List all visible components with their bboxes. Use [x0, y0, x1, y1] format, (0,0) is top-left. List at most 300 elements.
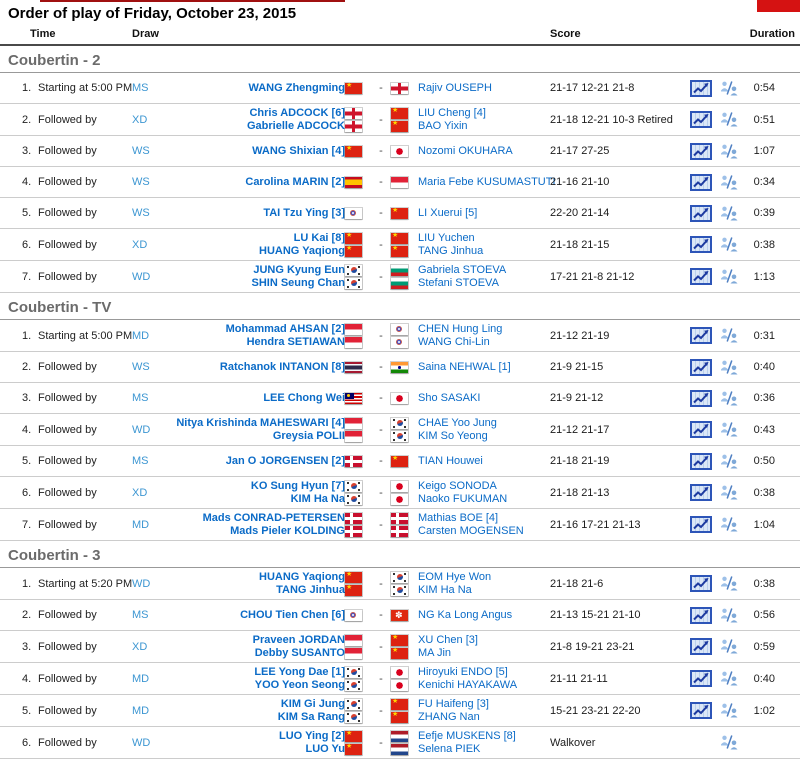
match-score: 21-12 21-19	[550, 329, 610, 342]
match-row	[0, 320, 800, 352]
player-name-link[interactable]: Carsten MOGENSEN	[418, 524, 524, 537]
chart-icon	[690, 484, 712, 501]
sections	[0, 46, 800, 759]
draw-code: MD	[132, 329, 150, 342]
match-number: 3.	[22, 640, 32, 653]
team2-flags	[391, 667, 418, 691]
match-number: 3.	[22, 145, 32, 157]
team1-flags	[345, 513, 371, 537]
head-to-head-link[interactable]	[720, 608, 739, 623]
player-name-link[interactable]: Stefani STOEVA	[418, 276, 499, 289]
player-name-link[interactable]: HUANG Yaqiong	[259, 570, 345, 583]
match-duration: 0:43	[753, 423, 775, 436]
match-statistics-link[interactable]	[690, 670, 712, 687]
team2-names	[418, 107, 550, 133]
draw-code: WD	[132, 736, 151, 749]
player-name-link[interactable]: Maria Febe KUSUMASTUTI	[418, 175, 556, 188]
player-name-link[interactable]: Sho SASAKI	[418, 391, 481, 404]
player-name-link[interactable]: KIM Ha Na	[418, 583, 472, 596]
flag-kor-icon	[345, 712, 362, 723]
section-rows	[0, 320, 800, 541]
player-name-link[interactable]: KO Sung Hyun [7]	[250, 479, 345, 492]
team1-flags	[345, 699, 371, 723]
head-to-head-link[interactable]	[720, 485, 739, 500]
player-name-link[interactable]: Keigo SONODA	[418, 479, 497, 492]
flag-chn-icon	[345, 146, 362, 157]
team2-flags	[391, 635, 418, 659]
match-duration: 0:59	[753, 640, 775, 653]
player-name-link[interactable]: TIAN Houwei	[418, 454, 483, 467]
team1-names	[170, 609, 345, 622]
flag-kor-icon	[345, 481, 362, 492]
player-name-link[interactable]: Hiroyuki ENDO [5]	[418, 665, 508, 678]
flag-ina-icon	[345, 431, 362, 442]
match-duration: 0:36	[753, 392, 775, 404]
player-name-link[interactable]: KIM Gi Jung	[280, 697, 345, 710]
team1-flags	[345, 108, 371, 132]
match-duration: 0:56	[753, 609, 775, 621]
team2-names	[418, 392, 550, 405]
draw-code: XD	[132, 238, 148, 251]
match-duration: 0:50	[753, 455, 775, 467]
match-duration: 0:39	[753, 207, 775, 219]
player-name-link[interactable]: Nitya Krishinda MAHESWARI [4]	[176, 416, 345, 429]
flag-kor-icon	[391, 572, 408, 583]
head-to-head-link[interactable]	[720, 735, 739, 750]
flag-chn-icon	[391, 648, 408, 659]
match-duration: 0:38	[753, 238, 775, 251]
player-name-link[interactable]: JUNG Kyung Eun	[253, 263, 345, 276]
player-name-link[interactable]: Nozomi OKUHARA	[418, 144, 513, 157]
match-statistics-link[interactable]	[690, 575, 712, 592]
flag-ina-icon	[345, 324, 362, 335]
team2-names	[418, 666, 550, 692]
match-duration: 0:54	[753, 82, 775, 94]
team1-flags	[345, 481, 371, 505]
head-to-head-link[interactable]	[720, 328, 739, 343]
player-name-link[interactable]: LI Xuerui [5]	[418, 206, 478, 219]
vs-dash: -	[379, 577, 383, 590]
head-to-head-icon	[720, 206, 739, 221]
team2-names	[418, 571, 550, 597]
player-name-link[interactable]: Greysia POLII	[272, 429, 345, 442]
head-to-head-link[interactable]	[720, 206, 739, 221]
team2-flags	[391, 418, 418, 442]
section-title: Coubertin - TV	[0, 293, 800, 320]
head-to-head-icon	[720, 454, 739, 469]
flag-chn-icon	[391, 712, 408, 723]
match-duration: 0:40	[753, 672, 775, 685]
match-row	[0, 695, 800, 727]
player-name-link[interactable]: Praveen JORDAN	[252, 633, 345, 646]
team2-names	[418, 417, 550, 443]
head-to-head-icon	[720, 485, 739, 500]
match-statistics-link[interactable]	[690, 516, 712, 533]
team2-flags	[391, 610, 418, 621]
flag-den-icon	[345, 526, 362, 537]
match-time: Followed by	[38, 518, 97, 531]
flag-jpn-icon	[391, 494, 408, 505]
team1-names	[170, 698, 345, 724]
head-to-head-icon	[720, 237, 739, 252]
flag-kor-icon	[391, 585, 408, 596]
match-score: 21-18 21-13	[550, 486, 610, 499]
match-score: 21-17 12-21 21-8	[550, 82, 635, 94]
player-name-link[interactable]: LEE Yong Dae [1]	[254, 665, 345, 678]
head-to-head-link[interactable]	[720, 639, 739, 654]
head-to-head-link[interactable]	[720, 112, 739, 127]
match-time: Starting at 5:00 PM	[38, 82, 133, 94]
vs-dash: -	[379, 455, 383, 467]
head-to-head-link[interactable]	[720, 422, 739, 437]
draw-code: WS	[132, 176, 150, 188]
vs-dash: -	[379, 329, 383, 342]
match-number: 5.	[22, 455, 32, 467]
flag-jpn-icon	[391, 146, 408, 157]
match-score: 21-17 27-25	[550, 145, 610, 157]
team2-flags	[391, 208, 418, 219]
player-name-link[interactable]: LUO Yu	[305, 742, 345, 755]
flag-kor-icon	[345, 494, 362, 505]
match-statistics-link[interactable]	[690, 205, 712, 222]
player-name-link[interactable]: WANG Chi-Lin	[418, 335, 490, 348]
match-row	[0, 167, 800, 198]
match-score: 21-16 17-21 21-13	[550, 518, 641, 531]
match-row	[0, 352, 800, 383]
player-name-link[interactable]: Jan O JORGENSEN [2]	[225, 454, 345, 467]
player-name-link[interactable]: Ratchanok INTANON [8]	[219, 360, 345, 373]
chart-icon	[690, 327, 712, 344]
chart-icon	[690, 359, 712, 376]
match-time: Followed by	[38, 270, 97, 283]
player-name-link[interactable]: Saina NEHWAL [1]	[418, 360, 511, 373]
flag-den-icon	[391, 526, 408, 537]
match-time: Followed by	[38, 238, 97, 251]
chart-icon	[690, 174, 712, 191]
match-number: 1.	[22, 577, 32, 590]
flag-chn-icon	[391, 208, 408, 219]
flag-den-icon	[345, 513, 362, 524]
match-score: 21-18 12-21 10-3 Retired	[550, 113, 673, 126]
vs-dash: -	[379, 486, 383, 499]
match-number: 1.	[22, 82, 32, 94]
player-name-link[interactable]: CHEN Hung Ling	[418, 322, 503, 335]
chart-icon	[690, 670, 712, 687]
court-section	[0, 46, 800, 293]
flag-ind-icon	[391, 362, 408, 373]
player-name-link[interactable]: KIM Sa Rang	[277, 710, 345, 723]
flag-bul-icon	[391, 265, 408, 276]
team1-flags	[345, 233, 371, 257]
team1-names	[170, 232, 345, 258]
vs-dash: -	[379, 238, 383, 251]
match-statistics-link[interactable]	[690, 484, 712, 501]
head-to-head-link[interactable]	[720, 144, 739, 159]
match-score: 21-18 21-6	[550, 577, 604, 590]
match-row	[0, 383, 800, 414]
match-time: Followed by	[38, 704, 97, 717]
match-statistics-link[interactable]	[690, 111, 712, 128]
match-statistics-link[interactable]	[690, 327, 712, 344]
player-name-link[interactable]: Mads CONRAD-PETERSEN	[202, 511, 345, 524]
head-to-head-link[interactable]	[720, 576, 739, 591]
team1-flags	[345, 146, 371, 157]
team2-flags	[391, 393, 418, 404]
match-statistics-link[interactable]	[690, 421, 712, 438]
head-to-head-link[interactable]	[720, 269, 739, 284]
team1-names	[170, 392, 345, 405]
match-statistics-link[interactable]	[690, 607, 712, 624]
match-number: 6.	[22, 486, 32, 499]
vs-dash: -	[379, 207, 383, 219]
flag-kor-icon	[391, 431, 408, 442]
vs-dash: -	[379, 640, 383, 653]
match-number: 2.	[22, 609, 32, 621]
team2-names	[418, 609, 550, 622]
flag-bul-icon	[391, 278, 408, 289]
team1-flags	[345, 610, 371, 621]
player-name-link[interactable]: YOO Yeon Seong	[254, 678, 345, 691]
flag-esp-icon	[345, 177, 362, 188]
team1-flags	[345, 362, 371, 373]
vs-dash: -	[379, 704, 383, 717]
flag-kor-icon	[345, 265, 362, 276]
vs-dash: -	[379, 361, 383, 373]
match-row	[0, 446, 800, 477]
court-section	[0, 541, 800, 759]
player-name-link[interactable]: SHIN Seung Chan	[251, 276, 345, 289]
match-score: 15-21 23-21 22-20	[550, 704, 641, 717]
player-name-link[interactable]: XU Chen [3]	[418, 633, 478, 646]
head-to-head-icon	[720, 703, 739, 718]
match-duration: 0:34	[753, 176, 775, 188]
vs-dash: -	[379, 736, 383, 749]
player-name-link[interactable]: WANG Shixian [4]	[252, 144, 345, 157]
head-to-head-link[interactable]	[720, 517, 739, 532]
flag-ina-icon	[345, 635, 362, 646]
head-to-head-link[interactable]	[720, 703, 739, 718]
flag-ina-icon	[345, 418, 362, 429]
player-name-link[interactable]: Chris ADCOCK [6]	[249, 106, 345, 119]
match-number: 6.	[22, 238, 32, 251]
match-duration: 1:13	[753, 270, 775, 283]
column-header-duration: Duration	[749, 28, 795, 40]
team1-flags	[345, 83, 371, 94]
head-to-head-link[interactable]	[720, 360, 739, 375]
head-to-head-icon	[720, 639, 739, 654]
player-name-link[interactable]: Naoko FUKUMAN	[418, 492, 508, 505]
draw-code: MS	[132, 82, 149, 94]
match-statistics-link[interactable]	[690, 702, 712, 719]
match-time: Followed by	[38, 207, 97, 219]
match-row	[0, 229, 800, 261]
flag-ned-icon	[391, 731, 408, 742]
team1-flags	[345, 635, 371, 659]
player-name-link[interactable]: TANG Jinhua	[276, 583, 345, 596]
flag-chn-icon	[345, 585, 362, 596]
flag-eng-icon	[345, 108, 362, 119]
draw-code: XD	[132, 640, 148, 653]
flag-chn-icon	[391, 635, 408, 646]
team1-names	[170, 207, 345, 220]
player-name-link[interactable]: TANG Jinhua	[418, 244, 484, 257]
match-number: 2.	[22, 113, 32, 126]
match-row	[0, 727, 800, 759]
team1-flags	[345, 418, 371, 442]
match-number: 2.	[22, 361, 32, 373]
vs-dash: -	[379, 145, 383, 157]
player-name-link[interactable]: Mads Pieler KOLDING	[230, 524, 345, 537]
player-name-link[interactable]: MA Jin	[418, 646, 452, 659]
match-statistics-link[interactable]	[690, 268, 712, 285]
team1-names	[170, 361, 345, 374]
flag-jpn-icon	[391, 667, 408, 678]
team1-names	[170, 571, 345, 597]
player-name-link[interactable]: Gabrielle ADCOCK	[246, 119, 345, 132]
match-score: 21-9 21-12	[550, 392, 604, 404]
team2-flags	[391, 324, 418, 348]
match-time: Followed by	[38, 609, 97, 621]
player-name-link[interactable]: KIM So Yeong	[418, 429, 488, 442]
team1-names	[170, 82, 345, 95]
team1-flags	[345, 177, 371, 188]
match-duration: 1:04	[753, 518, 775, 531]
vs-dash: -	[379, 82, 383, 94]
player-name-link[interactable]: FU Haifeng [3]	[418, 697, 489, 710]
player-name-link[interactable]: Eefje MUSKENS [8]	[418, 729, 516, 742]
player-name-link[interactable]: Debby SUSANTO	[254, 646, 345, 659]
player-name-link[interactable]: LEE Chong Wei	[263, 391, 345, 404]
player-name-link[interactable]: Hendra SETIAWAN	[246, 335, 345, 348]
match-row	[0, 663, 800, 695]
head-to-head-link[interactable]	[720, 175, 739, 190]
match-statistics-link[interactable]	[690, 359, 712, 376]
match-duration: 0:40	[753, 361, 775, 373]
player-name-link[interactable]: LIU Cheng [4]	[418, 106, 486, 119]
player-name-link[interactable]: CHOU Tien Chen [6]	[240, 608, 345, 621]
team1-names	[170, 264, 345, 290]
head-to-head-link[interactable]	[720, 391, 739, 406]
flag-ina-icon	[345, 337, 362, 348]
head-to-head-link[interactable]	[720, 671, 739, 686]
player-name-link[interactable]: Rajiv OUSEPH	[418, 81, 492, 94]
team2-flags	[391, 233, 418, 257]
match-time: Starting at 5:00 PM	[38, 329, 133, 342]
team2-flags	[391, 731, 418, 755]
match-statistics-link[interactable]	[690, 174, 712, 191]
match-number: 4.	[22, 176, 32, 188]
player-name-link[interactable]: Mohammad AHSAN [2]	[225, 322, 345, 335]
column-header-score: Score	[550, 28, 581, 40]
player-name-link[interactable]: Mathias BOE [4]	[418, 511, 499, 524]
draw-code: MD	[132, 704, 150, 717]
draw-code: WD	[132, 577, 151, 590]
flag-chn-icon	[391, 233, 408, 244]
chart-icon	[690, 702, 712, 719]
team2-flags	[391, 83, 418, 94]
draw-code: MS	[132, 455, 149, 467]
flag-chn-icon	[345, 744, 362, 755]
head-to-head-link[interactable]	[720, 454, 739, 469]
player-name-link[interactable]: CHAE Yoo Jung	[418, 416, 497, 429]
match-statistics-link[interactable]	[690, 143, 712, 160]
player-name-link[interactable]: NG Ka Long Angus	[418, 608, 513, 621]
match-statistics-link[interactable]	[690, 638, 712, 655]
match-time: Followed by	[38, 455, 97, 467]
team1-flags	[345, 393, 371, 404]
match-statistics-link[interactable]	[690, 80, 712, 97]
table-header	[0, 26, 800, 46]
player-name-link[interactable]: TAI Tzu Ying [3]	[263, 206, 345, 219]
player-name-link[interactable]: HUANG Yaqiong	[259, 244, 345, 257]
flag-hkg-icon	[391, 610, 408, 621]
team2-flags	[391, 513, 418, 537]
player-name-link[interactable]: WANG Zhengming	[248, 81, 345, 94]
team1-names	[170, 145, 345, 158]
player-name-link[interactable]: Carolina MARIN [2]	[245, 175, 345, 188]
team2-names	[418, 361, 550, 374]
player-name-link[interactable]: KIM Ha Na	[290, 492, 345, 505]
team2-flags	[391, 456, 418, 467]
team1-names	[170, 666, 345, 692]
team2-names	[418, 730, 550, 756]
flag-tpe-icon	[345, 610, 362, 621]
player-name-link[interactable]: Selena PIEK	[418, 742, 481, 755]
head-to-head-icon	[720, 671, 739, 686]
match-time: Followed by	[38, 145, 97, 157]
team2-names	[418, 145, 550, 158]
player-name-link[interactable]: LUO Ying [2]	[279, 729, 345, 742]
match-statistics-link[interactable]	[690, 236, 712, 253]
head-to-head-link[interactable]	[720, 81, 739, 96]
player-name-link[interactable]: EOM Hye Won	[418, 570, 492, 583]
match-time: Followed by	[38, 640, 97, 653]
player-name-link[interactable]: Gabriela STOEVA	[418, 263, 507, 276]
player-name-link[interactable]: LU Kai [8]	[293, 231, 345, 244]
chart-icon	[690, 575, 712, 592]
section-rows	[0, 73, 800, 293]
player-name-link[interactable]: LIU Yuchen	[418, 231, 475, 244]
player-name-link[interactable]: ZHANG Nan	[418, 710, 480, 723]
match-number: 7.	[22, 518, 32, 531]
flag-mas-icon	[345, 393, 362, 404]
team2-names	[418, 480, 550, 506]
match-row	[0, 477, 800, 509]
top-right-banner-corner	[757, 0, 800, 12]
team1-flags	[345, 324, 371, 348]
head-to-head-link[interactable]	[720, 237, 739, 252]
player-name-link[interactable]: Kenichi HAYAKAWA	[418, 678, 518, 691]
match-score: 21-11 21-11	[550, 672, 608, 685]
head-to-head-icon	[720, 517, 739, 532]
page-title: Order of play of Friday, October 23, 2015	[8, 5, 297, 22]
team1-names	[170, 480, 345, 506]
team1-names	[170, 730, 345, 756]
match-statistics-link[interactable]	[690, 390, 712, 407]
flag-eng-icon	[345, 121, 362, 132]
team2-flags	[391, 177, 418, 188]
vs-dash: -	[379, 392, 383, 404]
column-header-time: Time	[30, 28, 56, 40]
match-statistics-link[interactable]	[690, 453, 712, 470]
match-time: Followed by	[38, 486, 97, 499]
player-name-link[interactable]: BAO Yixin	[418, 119, 468, 132]
flag-tpe-icon	[345, 208, 362, 219]
flag-kor-icon	[391, 418, 408, 429]
chart-icon	[690, 205, 712, 222]
flag-chn-icon	[345, 83, 362, 94]
draw-code: MS	[132, 392, 149, 404]
